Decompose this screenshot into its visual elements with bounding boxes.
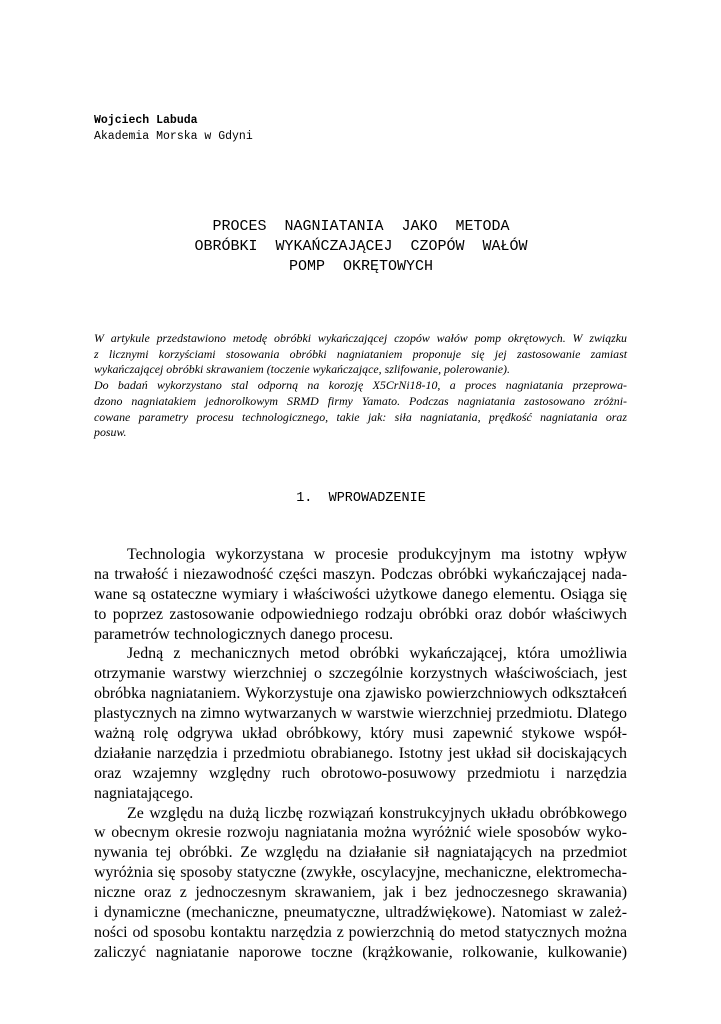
body-line: wane są ostateczne wymiary i właściwości użytkowe danego elementu. Osiąga się: [94, 585, 627, 603]
body-line: nagniatającego.: [94, 784, 194, 802]
abstract-line: W artykule przedstawiono metodę obróbki wykańczającej czopów wałów pomp okrętowych. W związku: [94, 331, 627, 345]
body-line: Ze względu na dużą liczbę rozwiązań konstrukcyjnych układu obróbkowego: [127, 804, 627, 822]
body-line: i dynamiczne (mechaniczne, pneumatyczne, ultradźwiękowe). Natomiast w zależ-: [94, 904, 627, 922]
body-line: działanie narzędzia i przedmiotu obrabianego. Istotny jest układ sił dociskających: [94, 744, 627, 762]
body-line: na trwałość i niezawodność części maszyn. Podczas obróbki wykańczającej nada-: [94, 565, 627, 583]
body-line: ważną rolę odgrywa układ obróbkowy, który musi zapewnić stykowe współ-: [94, 725, 627, 743]
body-line: oraz wzajemny względny ruch obrotowo-posuwowy przedmiotu i narzędzia: [94, 764, 627, 782]
body-line: parametrów technologicznych danego procesu.: [94, 625, 394, 643]
paper-title-line-3: POMP OKRĘTOWYCH: [288, 258, 434, 275]
paper-title-line-2: OBRÓBKI WYKAŃCZAJĄCEJ CZOPÓW WAŁÓW: [194, 238, 528, 255]
body-line: nywania tej obróbki. Ze względu na działanie sił nagniatających na przedmiot: [94, 844, 627, 862]
author-affiliation: Akademia Morska w Gdyni: [94, 130, 253, 143]
body-text: [94, 545, 627, 963]
abstract-line: cowane parametry procesu technologicznego, takie jak: siła nagniatania, prędkość nagniatania oraz: [94, 409, 627, 424]
paper-title-line-1: PROCES NAGNIATANIA JAKO METODA: [212, 218, 510, 235]
body-line: ności od sposobu kontaktu narzędzia z powierzchnią do metod statycznych można: [94, 923, 627, 941]
body-line: obróbka nagniataniem. Wykorzystuje ona zjawisko powierzchniowych odkształceń: [94, 685, 627, 703]
abstract-line: z licznymi korzyściami stosowania obróbki nagniataniem proponuje się jej zastosowanie zamiast: [94, 346, 627, 361]
body-line: w obecnym okresie rozwoju nagniatania można wyróżnić wiele sposobów wyko-: [94, 824, 627, 842]
section-heading: 1. WPROWADZENIE: [296, 491, 426, 506]
abstract: [94, 331, 627, 441]
body-line: wyróżnia się sposoby statyczne (zwykłe, oscylacyjne, mechaniczne, elektromecha-: [94, 864, 627, 882]
abstract-line: Do badań wykorzystano stal odporną na korozję X5CrNi18-10, a proces nagniatania przeprowa-: [94, 378, 627, 393]
body-line: Jedną z mechanicznych metod obróbki wykańczającej, która umożliwia: [127, 645, 627, 663]
body-line: otrzymanie warstwy wierzchniej o szczególnie korzystnych właściwościach, jest: [94, 665, 627, 683]
body-line: niczne oraz z jednoczesnym skrawaniem, jak i bez jednoczesnego skrawania): [94, 884, 627, 902]
body-line: zaliczyć nagniatanie naporowe toczne (krążkowanie, rolkowanie, kulkowanie): [94, 943, 627, 961]
abstract-line: wykańczającej obróbki skrawaniem (toczenie wykańczające, szlifowanie, polerowanie).: [94, 362, 510, 377]
author-name: Wojciech Labuda: [94, 114, 198, 127]
abstract-line: dzono nagniatakiem jednorolkowym SRMD firmy Yamato. Podczas nagniatania zastosowano zróżni-: [94, 393, 627, 408]
abstract-line: posuw.: [94, 425, 127, 440]
body-line: Technologia wykorzystana w procesie produkcyjnym ma istotny wpływ: [127, 546, 627, 563]
body-line: plastycznych na zimno wytwarzanych w warstwie wierzchniej przedmiotu. Dlatego: [94, 705, 627, 723]
body-line: to poprzez zastosowanie odpowiedniego rodzaju obróbki oraz dobór właściwych: [94, 605, 627, 623]
